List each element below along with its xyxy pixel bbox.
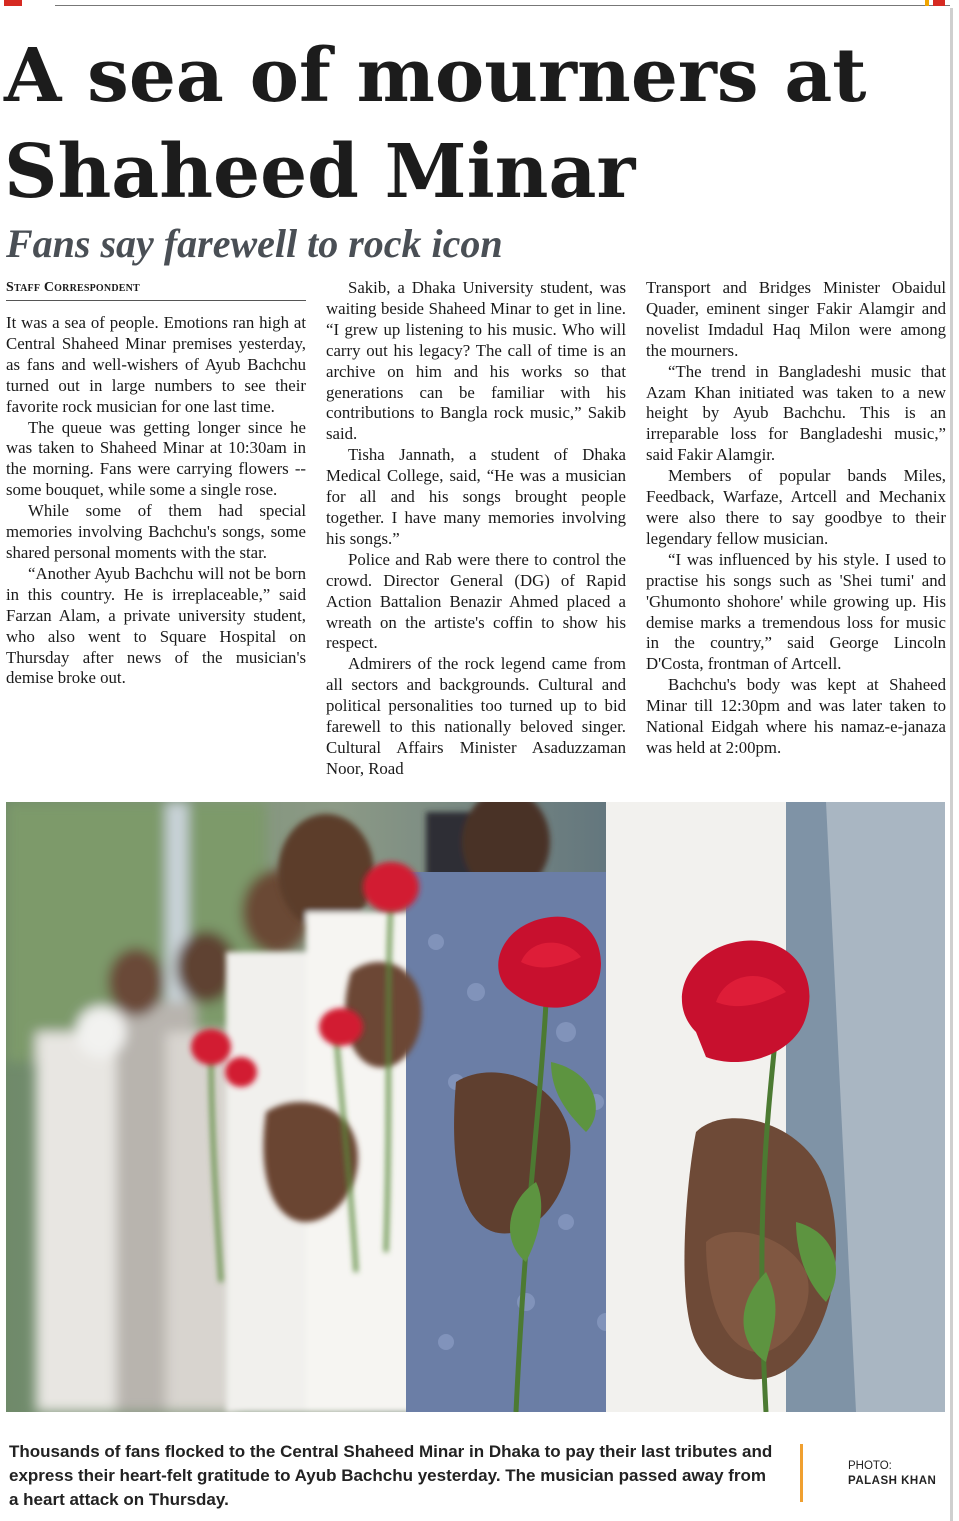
paragraph: Members of popular bands Miles, Feedback, Warfaze, Artcell and Mechanix were also there to say goodbye to their legendary fellow musician.	[646, 466, 946, 548]
paragraph: Bachchu's body was kept at Shaheed Minar till 12:30pm and was later taken to National Eidgah where his namaz-e-janaza was held at 2:00pm.	[646, 675, 946, 757]
page-top-bar	[0, 0, 959, 10]
section-marker-accent	[925, 0, 929, 6]
headline	[4, 28, 904, 220]
photo-illustration	[6, 802, 945, 1412]
paragraph: “I was influenced by his style. I used to practise his songs such as 'Shei tumi' and 'Ghumonto shohore' while growing up. His demise marks a tremendous loss for music in the country,” said George Lincoln D'Costa, frontman of Artcell.	[646, 549, 946, 674]
news-photo-mourners-with-roses	[6, 802, 945, 1412]
paragraph: “The trend in Bangladeshi music that Azam Khan initiated was taken to a new height by Ayub Bachchu. This is an irreparable loss for Bangladeshi music,” said Fakir Alamgir.	[646, 361, 946, 465]
photo-caption: Thousands of fans flocked to the Central Shaheed Minar in Dhaka to pay their last tributes and express their heart-felt gratitude to Ayub Bachchu yesterday. The musician passed away from a heart attack on Thursday.	[9, 1442, 773, 1509]
caption-divider	[800, 1444, 803, 1502]
photo-credit-name: PALASH KHAN	[848, 1475, 937, 1487]
article-column-3	[646, 278, 946, 759]
paragraph: Police and Rab were there to control the crowd. Director General (DG) of Rapid Action Battalion Benazir Ahmed placed a wreath on the artiste's coffin to show his respect.	[326, 549, 626, 653]
section-marker-right	[933, 0, 945, 6]
paragraph: Admirers of the rock legend came from all sectors and backgrounds. Cultural and political personalities too turned up to bid farewell to this nationally beloved singer. Cultural Affairs Minister Asaduzzaman Noor, Road	[326, 654, 626, 778]
subheadline: Fans say farewell to rock icon	[6, 221, 503, 266]
page-edge-shadow	[950, 8, 953, 1521]
headline-line-1: A sea of mourners at	[4, 33, 867, 119]
byline: Staff Correspondent	[6, 278, 306, 301]
paragraph: Transport and Bridges Minister Obaidul Quader, eminent singer Fakir Alamgir and novelist Imdadul Haq Milon were among the mourners.	[646, 278, 946, 360]
paragraph: The queue was getting longer since he was taken to Shaheed Minar at 10:30am in the morning. Fans were carrying flowers -- some bouquet, while some a single rose.	[6, 417, 306, 500]
paragraph: “Another Ayub Bachchu will not be born in this country. He is irreplaceable,” said Farzan Alam, a private university student, who also went to Square Hospital on Thursday after news of the musician's demise broke out.	[6, 563, 306, 688]
section-marker-left	[4, 0, 22, 6]
top-rule	[55, 5, 950, 6]
photo-credit	[848, 1459, 936, 1489]
headline-line-2: Shaheed Minar	[4, 129, 636, 215]
article-column-2	[326, 278, 626, 780]
paragraph: Tisha Jannath, a student of Dhaka Medical College, said, “He was a musician for all and his songs brought people together. I have many memories involving his songs.”	[326, 445, 626, 548]
paragraph: While some of them had special memories involving Bachchu's songs, some shared personal moments with the star.	[6, 501, 306, 562]
paragraph: It was a sea of people. Emotions ran high at Central Shaheed Minar premises yesterday, as fans and well-wishers of Ayub Bachchu turned out in large numbers to see their favorite rock musician for one last time.	[6, 313, 306, 416]
photo-credit-label: PHOTO:	[848, 1460, 892, 1472]
paragraph: Sakib, a Dhaka University student, was waiting beside Shaheed Minar to get in line. “I grew up listening to his music. Who will carry out his legacy? The call of time is an archive on him and his works so that generations can be familiar with his contributions to Bangla rock music,” Sakib said.	[326, 278, 626, 444]
article-column-1	[6, 278, 306, 689]
